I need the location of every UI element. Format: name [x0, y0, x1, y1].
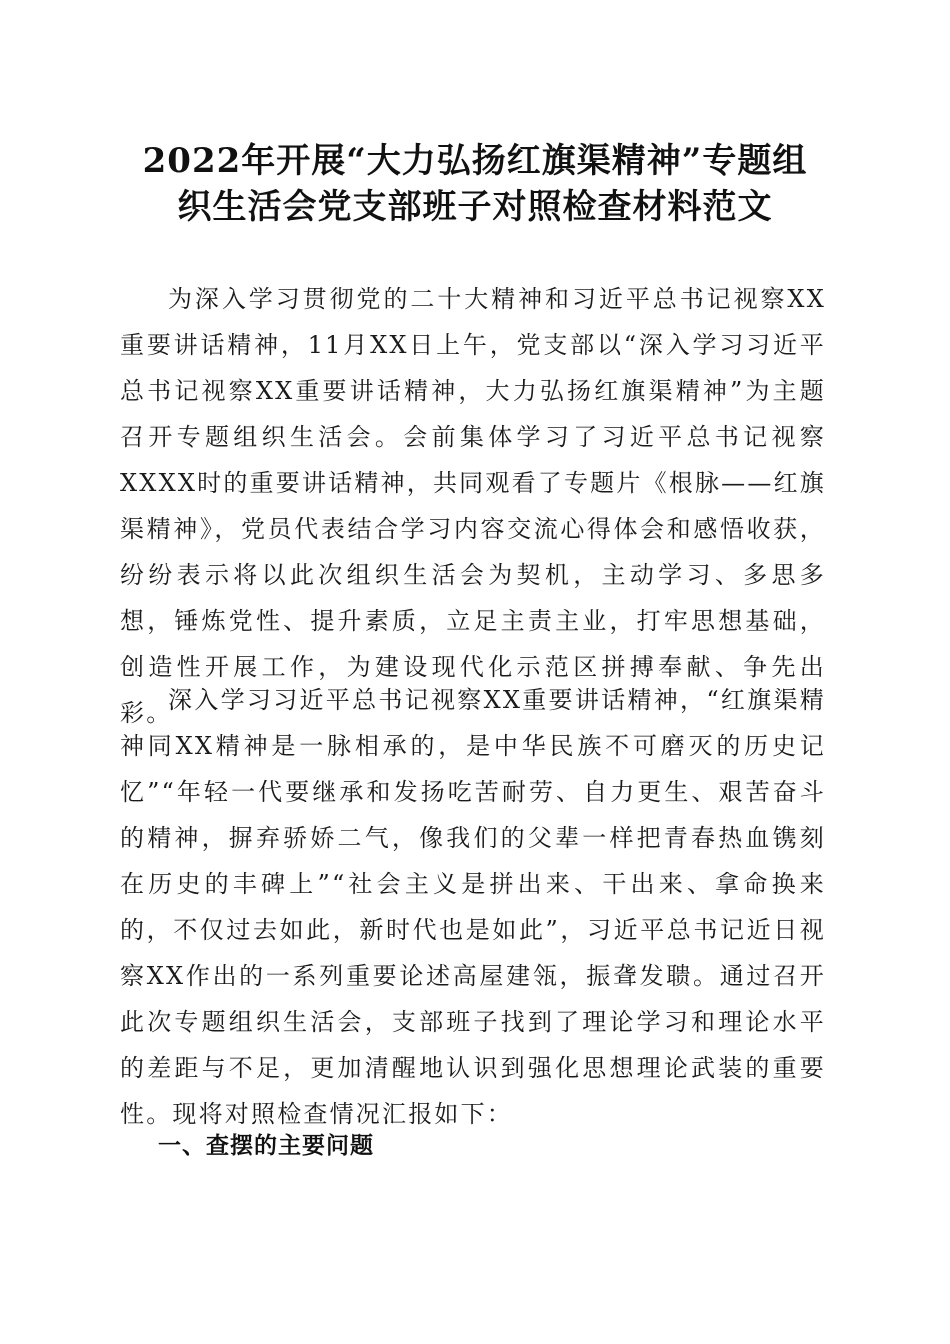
document-title	[110, 138, 840, 230]
document-title-line-2: 织生活会党支部班子对照检查材料范文	[177, 187, 773, 227]
body-paragraph-1: 为深入学习贯彻党的二十大精神和习近平总书记视察XX重要讲话精神，11月XX日上午，党支部以“深入学习习近平总书记视察XX重要讲话精神，大力弘扬红旗渠精神”为主题召开专题组织生活会。会前集体学习了习近平总书记视察XXXX时的重要讲话精神，共同观看了专题片《根脉——红旗渠精神》，党员代表结合学习内容交流心得体会和感悟收获，纷纷表示将以此次组织生活会为契机，主动学习、多思多想，锤炼党性、提升素质，立足主责主业，打牢思想基础，创造性开展工作，为建设现代化示范区拼搏奉献、争先出彩。	[120, 285, 826, 727]
section-heading: 一、查摆的主要问题	[158, 1133, 374, 1159]
body-paragraph-2: 深入学习习近平总书记视察XX重要讲话精神，“红旗渠精神同XX精神是一脉相承的，是中华民族不可磨灭的历史记忆”“年轻一代要继承和发扬吃苦耐劳、自力更生、艰苦奋斗的精神，摒弃骄娇二气，像我们的父辈一样把青春热血镌刻在历史的丰碑上”“社会主义是拼出来、干出来、拿命换来的，不仅过去如此，新时代也是如此”，习近平总书记近日视察XX作出的一系列重要论述高屋建瓴，振聋发聩。通过召开此次专题组织生活会，支部班子找到了理论学习和理论水平的差距与不足，更加清醒地认识到强化思想理论武装的重要性。现将对照检查情况汇报如下：	[120, 686, 826, 1128]
document-title-line-1: 2022年开展“大力弘扬红旗渠精神”专题组	[142, 141, 808, 181]
